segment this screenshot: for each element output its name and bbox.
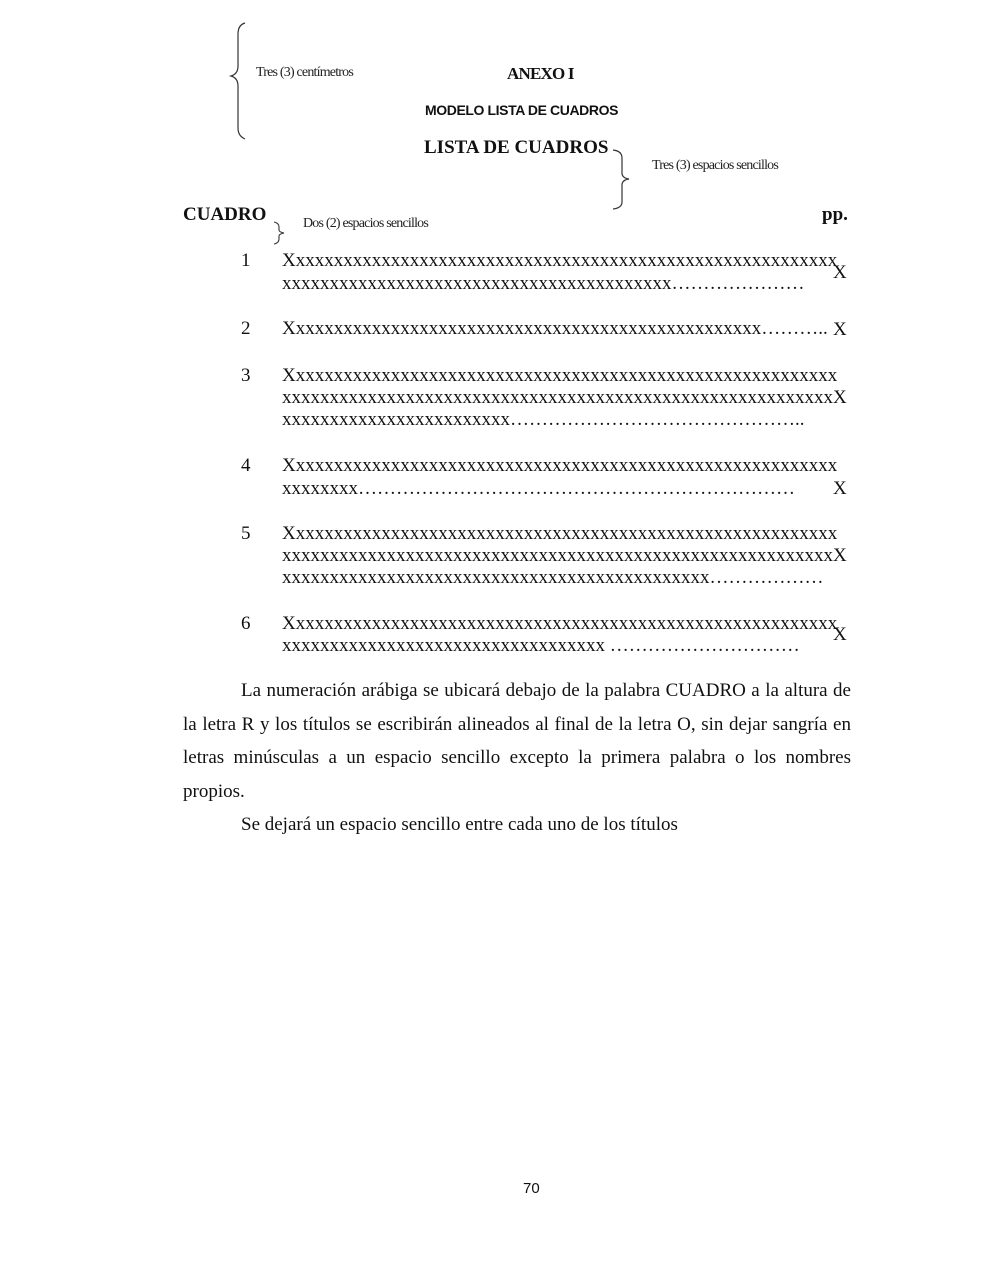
entry-number: 2 (241, 318, 251, 339)
annex-title: ANEXO I (507, 64, 574, 83)
entry-title-line: xxxxxxxxxxxxxxxxxxxxxxxx……………………………………….. (282, 409, 805, 430)
header-spacing-note: Dos (2) espacios sencillos (303, 216, 429, 231)
entry-title-line: Xxxxxxxxxxxxxxxxxxxxxxxxxxxxxxxxxxxxxxxxxxxxxxxxxxxxxxxxxx (282, 613, 838, 634)
entry-title-line: Xxxxxxxxxxxxxxxxxxxxxxxxxxxxxxxxxxxxxxxxxxxxxxxxxxxxxxxxxx (282, 250, 838, 271)
model-subtitle: MODELO LISTA DE CUADROS (425, 102, 619, 118)
entry-number: 4 (241, 455, 251, 476)
entry-title-line: xxxxxxxxxxxxxxxxxxxxxxxxxxxxxxxxxxxxxxxxx………………… (282, 273, 805, 294)
list-title: LISTA DE CUADROS (424, 137, 609, 158)
entry-number: 5 (241, 523, 251, 544)
top-margin-note: Tres (3) centímetros (256, 65, 354, 80)
entry-page: X (833, 545, 847, 566)
entry-title-line: xxxxxxxxxxxxxxxxxxxxxxxxxxxxxxxxxx ………………………… (282, 635, 800, 656)
top-margin-brace (230, 22, 250, 142)
entry-title-line: Xxxxxxxxxxxxxxxxxxxxxxxxxxxxxxxxxxxxxxxxxxxxxxxxxxxxxxxxxx (282, 523, 838, 544)
entry-page: X (833, 387, 847, 408)
entry-title-line: xxxxxxxxxxxxxxxxxxxxxxxxxxxxxxxxxxxxxxxxxxxxxxxxxxxxxxxxxx (282, 545, 833, 566)
entry-number: 1 (241, 250, 251, 271)
column-header-pp: pp. (822, 204, 848, 225)
entry-title-line: Xxxxxxxxxxxxxxxxxxxxxxxxxxxxxxxxxxxxxxxxxxxxxxxxxxxxxxxxxx (282, 365, 838, 386)
entry-page: X (833, 262, 847, 283)
body-paragraph-numbering: La numeración arábiga se ubicará debajo de la palabra CUADRO a la altura de la letra R y los títulos se escribirán alineados al final de la letra O, sin dejar sangría en letras minúsculas a un espacio sencillo excepto la primera palabra o los nombres propios. (183, 680, 851, 802)
column-header-cuadro: CUADRO (183, 204, 267, 225)
body-paragraph-spacing: Se dejará un espacio sencillo entre cada uno de los títulos (241, 814, 678, 835)
entry-page: X (833, 478, 847, 499)
entry-title-line: Xxxxxxxxxxxxxxxxxxxxxxxxxxxxxxxxxxxxxxxxxxxxxxxxxx……….. (282, 318, 828, 339)
entry-title-line: xxxxxxxxxxxxxxxxxxxxxxxxxxxxxxxxxxxxxxxxxxxxxxxxxxxxxxxxxx (282, 387, 833, 408)
entry-number: 3 (241, 365, 251, 386)
entry-page: X (833, 319, 847, 340)
title-spacing-note: Tres (3) espacios sencillos (652, 158, 779, 173)
entry-title-line: xxxxxxxx…………………………………………………………… (282, 478, 795, 499)
title-spacing-brace (612, 146, 636, 212)
entry-number: 6 (241, 613, 251, 634)
entry-page: X (833, 624, 847, 645)
entry-title-line: xxxxxxxxxxxxxxxxxxxxxxxxxxxxxxxxxxxxxxxxxxxxx……………… (282, 567, 824, 588)
page-number: 70 (523, 1180, 540, 1197)
entry-title-line: Xxxxxxxxxxxxxxxxxxxxxxxxxxxxxxxxxxxxxxxxxxxxxxxxxxxxxxxxxx (282, 455, 838, 476)
header-spacing-brace (273, 221, 289, 245)
